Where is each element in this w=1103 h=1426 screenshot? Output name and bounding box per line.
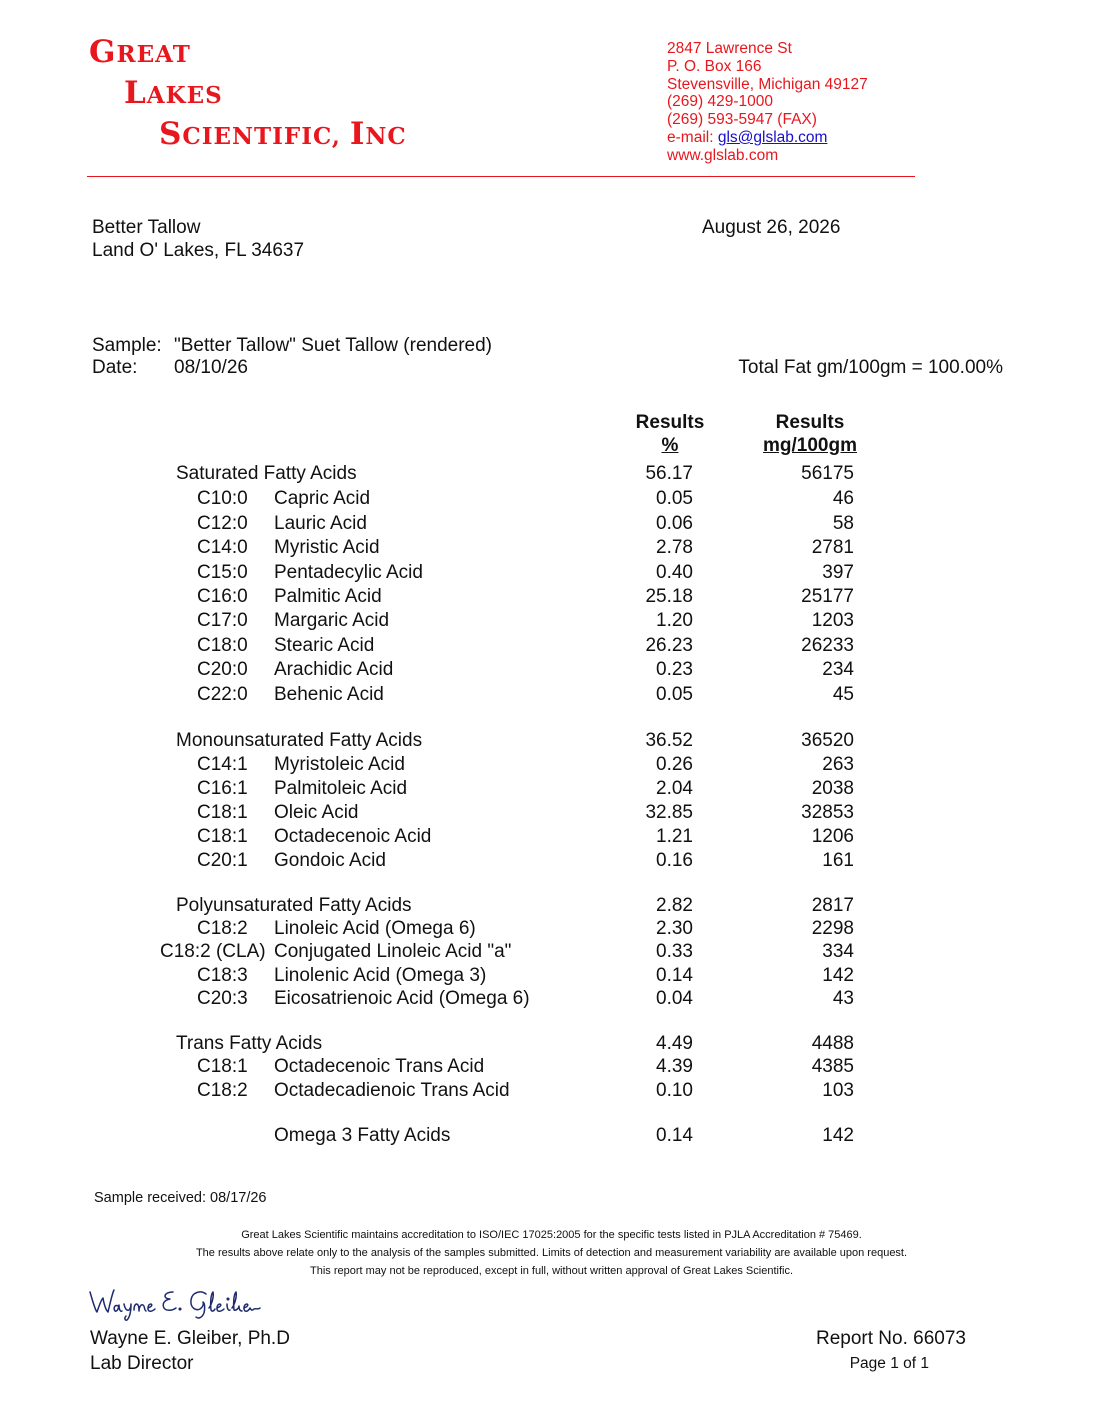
disclaimer-line: This report may not be reproduced, except in full, without written approval of Great Lakes Scientific.	[309, 1265, 794, 1277]
table-row: C16:0 Palmitic Acid 25.18 25177	[197, 586, 854, 607]
address-line: Stevensville, Michigan 49127	[667, 75, 868, 93]
disclaimer-line: The results above relate only to the analysis of the samples submitted. Limits of detection and measurement variability are available upon request.	[195, 1247, 908, 1259]
phone-line: (269) 429-1000	[667, 93, 773, 111]
table-row: C12:0 Lauric Acid 0.06 58	[197, 513, 854, 534]
table-row: C18:1 Octadecenoic Trans Acid 4.39 4385	[197, 1056, 854, 1077]
table-row: C10:0 Capric Acid 0.05 46	[197, 488, 854, 509]
table-row: C18:2 Linoleic Acid (Omega 6) 2.30 2298	[197, 918, 854, 939]
table-row: C14:1 Myristoleic Acid 0.26 263	[197, 754, 854, 775]
total-fat: Total Fat gm/100gm = 100.00%	[738, 357, 1003, 378]
table-row: C18:2 (CLA) Conjugated Linoleic Acid "a" 0.33 334	[160, 941, 854, 962]
sample-received: Sample received: 08/17/26	[94, 1190, 267, 1206]
address-line: 2847 Lawrence St	[667, 40, 792, 57]
category-row: Trans Fatty Acids 4.49 4488	[176, 1033, 854, 1054]
table-row: C22:0 Behenic Acid 0.05 45	[197, 684, 854, 705]
category-row: Saturated Fatty Acids 56.17 56175	[176, 463, 854, 484]
website-line: www.glslab.com	[667, 146, 779, 164]
table-row: C18:2 Octadecadienoic Trans Acid 0.10 103	[197, 1080, 854, 1101]
table-row: C20:0 Arachidic Acid 0.23 234	[197, 659, 854, 680]
sample-value: "Better Tallow" Suet Tallow (rendered)	[174, 335, 492, 356]
header-divider	[87, 176, 915, 177]
table-row: C18:0 Stearic Acid 26.23 26233	[197, 635, 854, 656]
table-row: C20:3 Eicosatrienoic Acid (Omega 6) 0.04 43	[197, 988, 854, 1009]
category-row: Monounsaturated Fatty Acids 36.52 36520	[176, 730, 854, 751]
client-city: Land O' Lakes, FL 34637	[92, 240, 305, 261]
header-label: Results	[775, 412, 845, 433]
company-address	[667, 40, 868, 165]
report-date: August 26, 2026	[702, 217, 841, 238]
email-line	[667, 129, 868, 147]
email-label: e-mail:	[667, 128, 718, 146]
table-row: C18:1 Octadecenoic Acid 1.21 1206	[197, 826, 854, 847]
table-row: C14:0 Myristic Acid 2.78 2781	[197, 537, 854, 558]
address-line: P. O. Box 166	[667, 57, 762, 75]
table-row: C18:1 Oleic Acid 32.85 32853	[197, 802, 854, 823]
table-row: C18:3 Linolenic Acid (Omega 3) 0.14 142	[197, 965, 854, 986]
header-results-pct	[620, 411, 720, 457]
logo-line-3: SCIENTIFIC, INC	[159, 116, 407, 152]
logo-line-2: LAKES	[124, 75, 223, 111]
table-row: C15:0 Pentadecylic Acid 0.40 397	[197, 562, 854, 583]
category-row: Polyunsaturated Fatty Acids 2.82 2817	[176, 895, 854, 916]
sample-label: Sample:	[92, 335, 162, 356]
table-row: C17:0 Margaric Acid 1.20 1203	[197, 610, 854, 631]
header-label: Results	[635, 412, 705, 433]
header-unit: %	[661, 435, 679, 456]
sample-date-label: Date:	[92, 357, 138, 378]
summary-row: Omega 3 Fatty Acids 0.14 142	[274, 1125, 854, 1146]
disclaimer-line: Great Lakes Scientific maintains accreditation to ISO/IEC 17025:2005 for the specific tests listed in PJLA Accreditation # 75469.	[241, 1229, 862, 1241]
signer-name: Wayne E. Gleiber, Ph.D	[90, 1328, 290, 1349]
handwritten-signature	[88, 1284, 263, 1322]
table-row: C16:1 Palmitoleic Acid 2.04 2038	[197, 778, 854, 799]
page-number: Page 1 of 1	[849, 1355, 929, 1372]
table-row: C20:1 Gondoic Acid 0.16 161	[197, 850, 854, 871]
client-name: Better Tallow	[92, 217, 201, 238]
header-results-mg	[750, 411, 870, 457]
signer-title: Lab Director	[90, 1353, 194, 1374]
fax-line: (269) 593-5947 (FAX)	[667, 111, 817, 129]
header-unit: mg/100gm	[763, 435, 857, 456]
sample-date-value: 08/10/26	[174, 357, 248, 378]
report-number: Report No. 66073	[816, 1328, 966, 1349]
logo-line-1: GREAT	[89, 34, 191, 70]
email-link[interactable]: gls@glslab.com	[717, 128, 828, 146]
